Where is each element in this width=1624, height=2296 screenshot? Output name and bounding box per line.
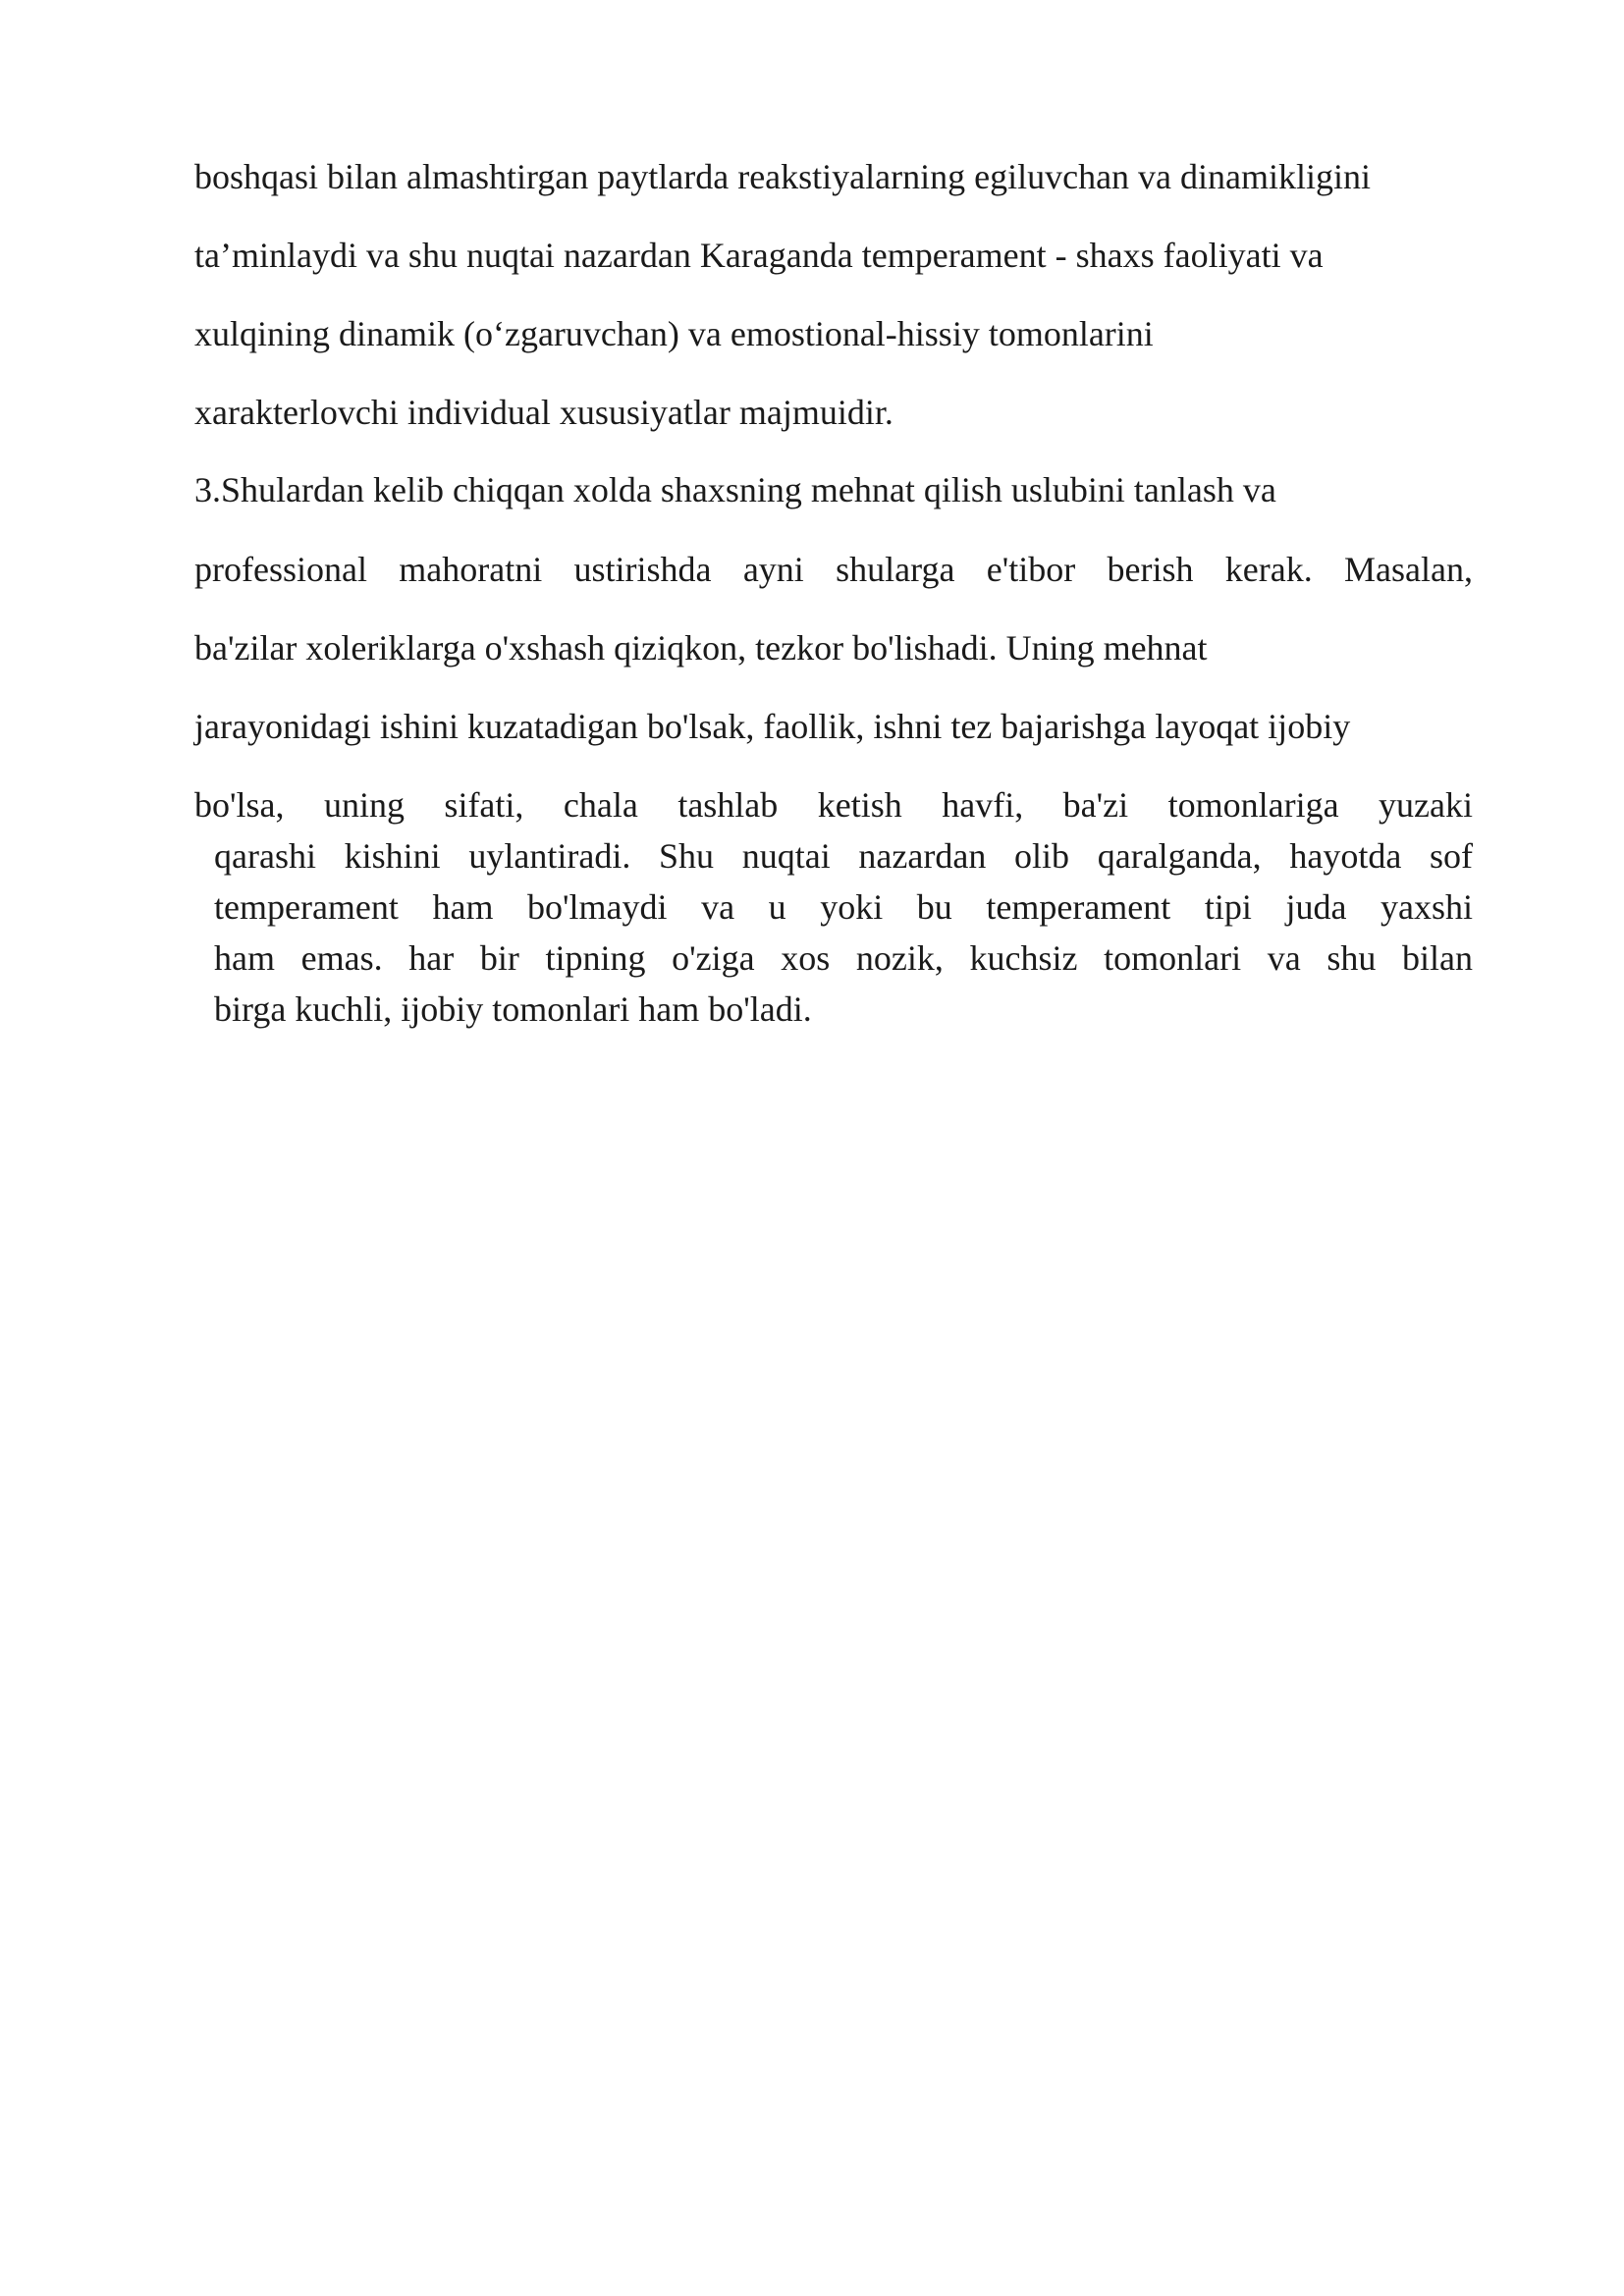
text-line: xarakterlovchi individual xususiyatlar majmuidir.	[194, 393, 893, 432]
text-line: ba'zilar xoleriklarga o'xshash qiziqkon, tezkor bo'lishadi. Uning mehnat	[194, 628, 1208, 667]
text-line: 3.Shulardan kelib chiqqan xolda shaxsning mehnat qilish uslubini tanlash va	[194, 470, 1276, 509]
text-line: professional mahoratni ustirishda ayni shularga e'tibor berish kerak. Masalan,	[194, 550, 1473, 589]
text-line: temperament ham bo'lmaydi va u yoki bu temperament tipi juda yaxshi	[214, 887, 1473, 927]
text-line: boshqasi bilan almashtirgan paytlarda reakstiyalarning egiluvchan va dinamikligini	[194, 157, 1372, 196]
text-line: ta’minlaydi va shu nuqtai nazardan Karaganda temperament - shaxs faoliyati va	[194, 236, 1324, 275]
text-line: qarashi kishini uylantiradi. Shu nuqtai nazardan olib qaralganda, hayotda sof	[214, 836, 1473, 876]
text-line: birga kuchli, ijobiy tomonlari ham bo'ladi.	[214, 989, 812, 1029]
text-line: ham emas. har bir tipning o'ziga xos nozik, kuchsiz tomonlari va shu bilan	[214, 938, 1473, 978]
text-line: bo'lsa, uning sifati, chala tashlab ketish havfi, ba'zi tomonlariga yuzaki	[194, 785, 1473, 825]
text-line: jarayonidagi ishini kuzatadigan bo'lsak, faollik, ishni tez bajarishga layoqat ijobiy	[194, 707, 1351, 746]
text-line: xulqining dinamik (o‘zgaruvchan) va emostional-hissiy tomonlarini	[194, 314, 1154, 353]
